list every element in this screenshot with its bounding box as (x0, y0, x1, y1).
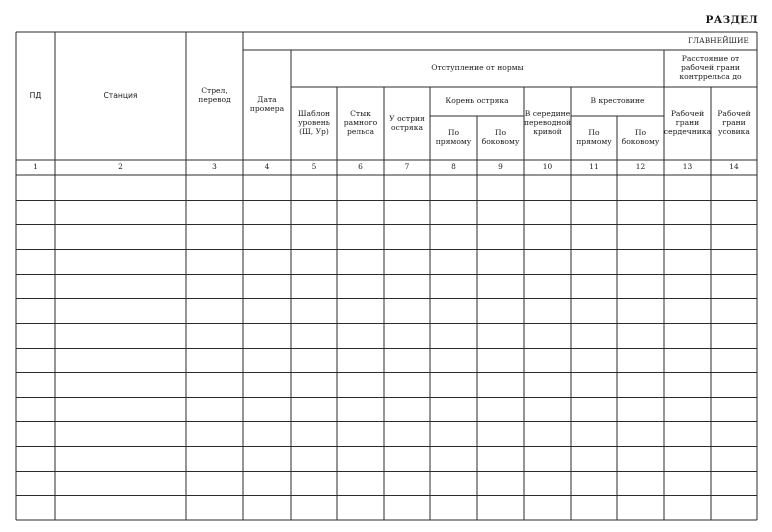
table-cell[interactable] (571, 348, 617, 372)
table-cell[interactable] (291, 200, 337, 224)
table-cell[interactable] (477, 372, 524, 397)
table-cell[interactable] (664, 372, 711, 397)
table-cell[interactable] (291, 298, 337, 323)
table-cell[interactable] (291, 372, 337, 397)
table-cell[interactable] (243, 224, 291, 249)
table-cell[interactable] (711, 298, 757, 323)
column-number: 8 (451, 162, 456, 172)
table-cell[interactable] (55, 495, 186, 520)
table-cell[interactable] (524, 421, 571, 446)
table-cell[interactable] (477, 348, 524, 372)
table-cell[interactable] (617, 175, 664, 200)
table-cell[interactable] (186, 421, 243, 446)
table-cell[interactable] (711, 421, 757, 446)
table-cell[interactable] (16, 372, 55, 397)
table-cell[interactable] (430, 397, 477, 421)
table-cell[interactable] (711, 471, 757, 495)
table-cell[interactable] (16, 274, 55, 298)
table-cell[interactable] (711, 372, 757, 397)
table-cell[interactable] (571, 175, 617, 200)
table-cell[interactable] (16, 175, 55, 200)
table-cell[interactable] (430, 446, 477, 471)
table-cell[interactable] (243, 175, 291, 200)
table-cell[interactable] (617, 200, 664, 224)
column-number: 2 (118, 162, 123, 172)
table-cell[interactable] (55, 372, 186, 397)
column-header-joint: Стык рамного рельса (343, 109, 378, 136)
column-header-root-direct: По прямому (435, 128, 472, 146)
table-cell[interactable] (477, 200, 524, 224)
frog-header: В крестовине (590, 96, 645, 106)
table-cell[interactable] (711, 175, 757, 200)
table-cell[interactable] (430, 274, 477, 298)
table-cell[interactable] (617, 298, 664, 323)
column-number: 11 (589, 162, 599, 172)
table-cell[interactable] (617, 397, 664, 421)
table-cell[interactable] (384, 397, 430, 421)
table-cell[interactable] (711, 397, 757, 421)
column-header-frog-side: По боковому (621, 128, 660, 146)
table-cell[interactable] (384, 372, 430, 397)
table-cell[interactable] (186, 175, 243, 200)
table-cell[interactable] (16, 471, 55, 495)
column-header-wing-face: Рабочей грани усовика (717, 109, 751, 136)
table-cell[interactable] (477, 495, 524, 520)
table-cell[interactable] (243, 274, 291, 298)
table-cell[interactable] (55, 323, 186, 348)
table-cell[interactable] (524, 471, 571, 495)
table-cell[interactable] (664, 249, 711, 274)
table-cell[interactable] (477, 446, 524, 471)
table-cell[interactable] (617, 471, 664, 495)
table-cell[interactable] (384, 471, 430, 495)
table-cell[interactable] (55, 421, 186, 446)
table-cell[interactable] (337, 298, 384, 323)
column-number: 10 (542, 162, 553, 172)
table-cell[interactable] (291, 421, 337, 446)
table-cell[interactable] (524, 446, 571, 471)
table-cell[interactable] (243, 298, 291, 323)
table-cell[interactable] (384, 175, 430, 200)
table-cell[interactable] (337, 348, 384, 372)
table-cell[interactable] (664, 421, 711, 446)
table-cell[interactable] (384, 249, 430, 274)
table-cell[interactable] (524, 274, 571, 298)
table-cell[interactable] (384, 274, 430, 298)
table-cell[interactable] (711, 224, 757, 249)
table-cell[interactable] (617, 446, 664, 471)
table-cell[interactable] (337, 249, 384, 274)
table-cell[interactable] (291, 323, 337, 348)
table-cell[interactable] (664, 175, 711, 200)
table-cell[interactable] (571, 298, 617, 323)
table-cell[interactable] (337, 200, 384, 224)
table-cell[interactable] (477, 323, 524, 348)
column-number: 12 (635, 162, 646, 172)
table-cell[interactable] (337, 175, 384, 200)
table-cell[interactable] (524, 249, 571, 274)
table-cell[interactable] (430, 421, 477, 446)
column-header-gauge: Шаблон уровень (Ш, Ур) (297, 109, 331, 136)
table-cell[interactable] (337, 421, 384, 446)
column-number: 4 (264, 162, 270, 172)
table-cell[interactable] (477, 249, 524, 274)
table-cell[interactable] (55, 348, 186, 372)
column-header-core-face: Рабочей грани сердечника (663, 109, 712, 136)
table-cell[interactable] (243, 446, 291, 471)
table-cell[interactable] (711, 274, 757, 298)
table-cell[interactable] (186, 348, 243, 372)
table-cell[interactable] (243, 421, 291, 446)
table-cell[interactable] (186, 372, 243, 397)
table-cell[interactable] (16, 421, 55, 446)
table-cell[interactable] (664, 495, 711, 520)
table-cell[interactable] (16, 446, 55, 471)
table-cell[interactable] (337, 224, 384, 249)
table-cell[interactable] (55, 446, 186, 471)
table-cell[interactable] (430, 200, 477, 224)
table-cell[interactable] (711, 348, 757, 372)
table-cell[interactable] (186, 224, 243, 249)
table-cell[interactable] (243, 200, 291, 224)
table-cell[interactable] (617, 372, 664, 397)
table-cell[interactable] (664, 348, 711, 372)
table-cell[interactable] (291, 348, 337, 372)
table-cell[interactable] (617, 274, 664, 298)
column-header-root-side: По боковому (481, 128, 520, 146)
table-cell[interactable] (16, 224, 55, 249)
table-cell[interactable] (617, 495, 664, 520)
column-header-frog-direct: По прямому (576, 128, 612, 146)
table-cell[interactable] (243, 495, 291, 520)
table-cell[interactable] (571, 471, 617, 495)
table-cell[interactable] (16, 348, 55, 372)
table-cell[interactable] (711, 446, 757, 471)
table-cell[interactable] (524, 348, 571, 372)
table-cell[interactable] (16, 495, 55, 520)
table-cell[interactable] (186, 249, 243, 274)
table-cell[interactable] (524, 495, 571, 520)
table-cell[interactable] (337, 372, 384, 397)
table-cell[interactable] (384, 421, 430, 446)
table-cell[interactable] (186, 274, 243, 298)
table-cell[interactable] (617, 224, 664, 249)
table-cell[interactable] (664, 471, 711, 495)
table-cell[interactable] (571, 397, 617, 421)
table-cell[interactable] (337, 323, 384, 348)
table-cell[interactable] (430, 175, 477, 200)
table-cell[interactable] (477, 397, 524, 421)
table-cell[interactable] (291, 397, 337, 421)
table-cell[interactable] (711, 200, 757, 224)
table-cell[interactable] (524, 323, 571, 348)
table-cell[interactable] (186, 200, 243, 224)
table-cell[interactable] (664, 397, 711, 421)
table-cell[interactable] (571, 421, 617, 446)
table-cell[interactable] (571, 446, 617, 471)
table-cell[interactable] (384, 298, 430, 323)
table-cell[interactable] (524, 224, 571, 249)
table-cell[interactable] (477, 175, 524, 200)
table-cell[interactable] (291, 175, 337, 200)
column-header-blade-tip: У острия остряка (389, 113, 425, 132)
table-cell[interactable] (571, 224, 617, 249)
column-number: 5 (311, 162, 317, 172)
column-header-switch: Стрел, перевод (198, 86, 231, 104)
table-cell[interactable] (477, 421, 524, 446)
table-cell[interactable] (617, 249, 664, 274)
column-header-date: Дата промера (249, 95, 285, 113)
table-cell[interactable] (337, 446, 384, 471)
table-cell[interactable] (571, 274, 617, 298)
table-cell[interactable] (571, 495, 617, 520)
table-cell[interactable] (55, 200, 186, 224)
table-cell[interactable] (55, 274, 186, 298)
table-cell[interactable] (430, 471, 477, 495)
table-cell[interactable] (617, 323, 664, 348)
table-cell[interactable] (664, 446, 711, 471)
table-cell[interactable] (430, 249, 477, 274)
table-cell[interactable] (16, 323, 55, 348)
column-number: 7 (404, 162, 410, 172)
table-cell[interactable] (430, 298, 477, 323)
table-cell[interactable] (16, 298, 55, 323)
table-cell[interactable] (16, 397, 55, 421)
section-title: РАЗДЕЛ (705, 14, 758, 26)
table-cell[interactable] (477, 224, 524, 249)
distance-header: Расстояние от рабочей грани контррельса до (679, 54, 742, 81)
table-cell[interactable] (186, 298, 243, 323)
table-cell[interactable] (243, 249, 291, 274)
column-header-middle-curve: В середине переводной кривой (523, 109, 572, 136)
table-cell[interactable] (384, 200, 430, 224)
column-number: 1 (33, 162, 38, 172)
table-cell[interactable] (16, 200, 55, 224)
table-cell[interactable] (524, 372, 571, 397)
group-header: ГЛАВНЕЙШИЕ (688, 35, 749, 45)
table-cell[interactable] (337, 274, 384, 298)
table-cell[interactable] (291, 274, 337, 298)
table-cell[interactable] (243, 348, 291, 372)
table-cell[interactable] (477, 274, 524, 298)
table-cell[interactable] (524, 298, 571, 323)
table-cell[interactable] (186, 397, 243, 421)
column-number: 3 (212, 162, 217, 172)
table-cell[interactable] (571, 372, 617, 397)
table-cell[interactable] (55, 397, 186, 421)
table-cell[interactable] (186, 495, 243, 520)
table-cell[interactable] (617, 348, 664, 372)
table-cell[interactable] (430, 372, 477, 397)
table-cell[interactable] (477, 298, 524, 323)
table-cell[interactable] (243, 372, 291, 397)
table-cell[interactable] (337, 495, 384, 520)
table-cell[interactable] (430, 348, 477, 372)
table-cell[interactable] (55, 175, 186, 200)
table-cell[interactable] (664, 200, 711, 224)
table-cell[interactable] (291, 471, 337, 495)
table-cell[interactable] (571, 249, 617, 274)
table-cell[interactable] (664, 323, 711, 348)
table-cell[interactable] (291, 224, 337, 249)
table-cell[interactable] (186, 446, 243, 471)
table-cell[interactable] (711, 323, 757, 348)
column-number: 6 (358, 162, 363, 172)
table-cell[interactable] (477, 471, 524, 495)
column-header-station: Станция (103, 90, 138, 100)
table-cell[interactable] (384, 495, 430, 520)
table-cell[interactable] (524, 175, 571, 200)
column-number: 13 (682, 162, 693, 172)
table-cell[interactable] (384, 348, 430, 372)
table-cell[interactable] (524, 200, 571, 224)
table-cell[interactable] (243, 323, 291, 348)
table-cell[interactable] (384, 446, 430, 471)
table-cell[interactable] (291, 495, 337, 520)
table-cell[interactable] (291, 249, 337, 274)
table-cell[interactable] (291, 446, 337, 471)
table-cell[interactable] (243, 471, 291, 495)
table-cell[interactable] (617, 421, 664, 446)
table-cell[interactable] (524, 397, 571, 421)
table-cell[interactable] (243, 397, 291, 421)
blade-root-header: Корень остряка (445, 96, 509, 106)
table-cell[interactable] (711, 495, 757, 520)
table-cell[interactable] (55, 224, 186, 249)
deviation-header: Отступление от нормы (431, 63, 524, 73)
column-header-pd: ПД (29, 90, 42, 100)
column-number: 14 (729, 162, 739, 172)
table-cell[interactable] (337, 471, 384, 495)
table-cell[interactable] (664, 274, 711, 298)
table-cell[interactable] (430, 224, 477, 249)
table-cell[interactable] (55, 249, 186, 274)
table-cell[interactable] (16, 249, 55, 274)
table-cell[interactable] (384, 323, 430, 348)
table-cell[interactable] (186, 471, 243, 495)
table-cell[interactable] (55, 298, 186, 323)
table-cell[interactable] (664, 224, 711, 249)
table-cell[interactable] (711, 249, 757, 274)
table-cell[interactable] (571, 200, 617, 224)
table-cell[interactable] (337, 397, 384, 421)
table-cell[interactable] (186, 323, 243, 348)
table-cell[interactable] (571, 323, 617, 348)
table-cell[interactable] (430, 323, 477, 348)
table-cell[interactable] (55, 471, 186, 495)
column-number: 9 (498, 162, 503, 172)
table-cell[interactable] (384, 224, 430, 249)
table-cell[interactable] (664, 298, 711, 323)
table-cell[interactable] (430, 495, 477, 520)
